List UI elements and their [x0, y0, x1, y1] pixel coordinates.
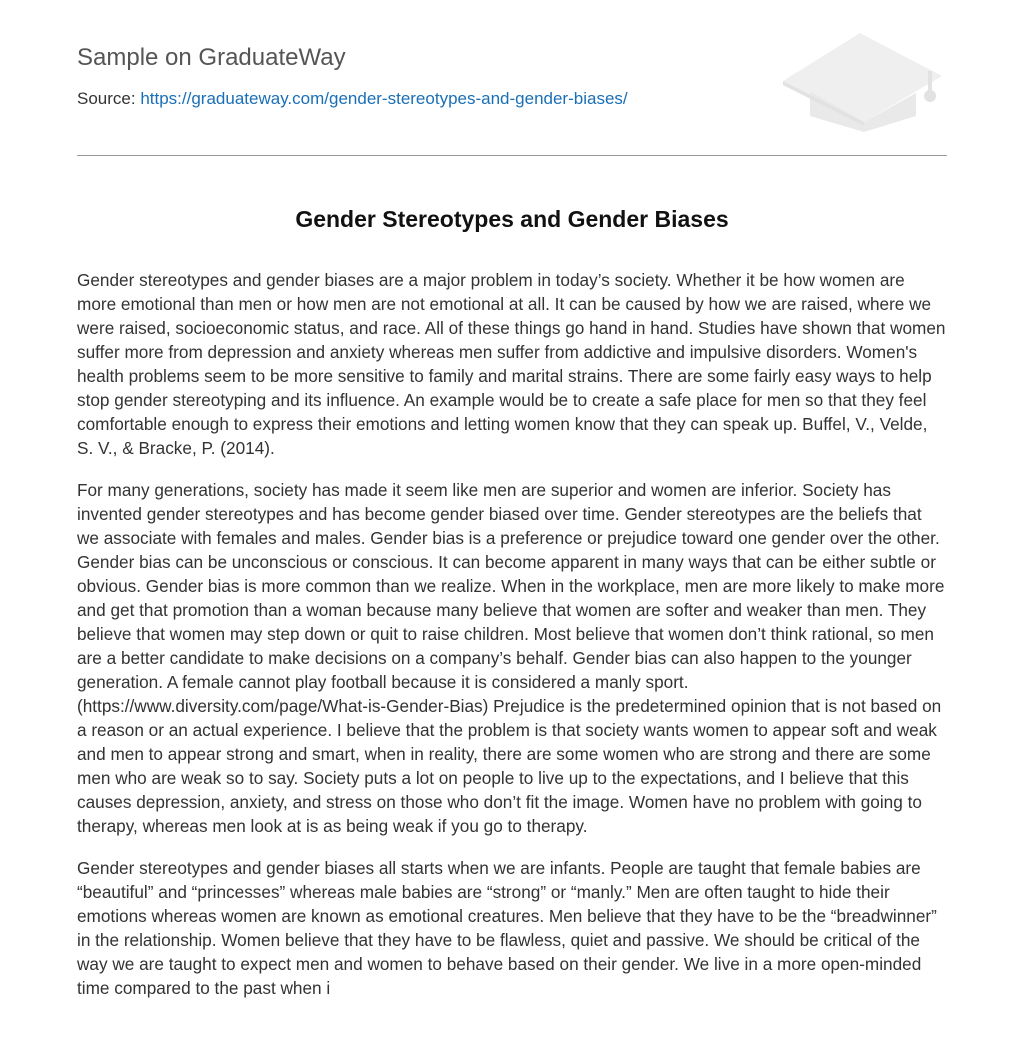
article-paragraph-2: For many generations, society has made it seem like men are superior and women are inferior. Society has invented gender stereotypes and has become gender biased over time. Gender stereotypes are the beliefs that we associate with females and males. Gender bias is a preference or prejudice toward one gender over the other. Gender bias can be unconscious or conscious. It can become apparent in many ways that can be either subtle or obvious. Gender bias is more common than we realize. When in the workplace, men are more likely to make more and get that promotion than a woman because many believe that women are softer and weaker than men. They believe that women may step down or quit to raise children. Most believe that women don’t think rational, so men are a better candidate to make decisions on a company’s behalf. Gender bias can also happen to the younger generation. A female cannot play football because it is considered a manly sport. (https://www.diversity.com/page/What-is-Gender-Bias) Prejudice is the predetermined opinion that is not based on a reason or an actual experience. I believe that the problem is that society wants women to appear soft and weak and men to appear strong and smart, when in reality, there are some women who are strong and there are some men who are weak so to say. Society puts a lot on people to live up to the expectations, and I believe that this causes depression, anxiety, and stress on those who don’t fit the image. Women have no problem with going to therapy, whereas men look at is as being weak if you go to therapy.	[77, 480, 945, 836]
page-header	[77, 0, 947, 156]
source-label: Source:	[77, 89, 136, 108]
article-body	[77, 268, 947, 1008]
article-paragraph-3: Gender stereotypes and gender biases all starts when we are infants. People are taught that female babies are “beautiful” and “princesses” whereas male babies are “strong” or “manly.” Men are often taught to hide their emotions whereas women are known as emotional creatures. Men believe that they have to be the “breadwinner” in the relationship. Women believe that they have to be flawless, quiet and passive. We should be critical of the way we are taught to expect men and women to behave based on their gender. We live in a more open-minded time compared to the past when i	[77, 858, 937, 998]
source-link[interactable]: https://graduateway.com/gender-stereotypes-and-gender-biases/	[140, 89, 628, 108]
source-line	[77, 89, 628, 109]
graduation-cap-icon	[780, 30, 946, 134]
header-divider	[77, 155, 947, 156]
site-name: Sample on GraduateWay	[77, 44, 346, 71]
article-paragraph-1: Gender stereotypes and gender biases are a major problem in today’s society. Whether it be how women are more emotional than men or how men are not emotional at all. It can be caused by how we are raised, where we were raised, socioeconomic status, and race. All of these things go hand in hand. Studies have shown that women suffer more from depression and anxiety whereas men suffer from addictive and impulsive disorders. Women's health problems seem to be more sensitive to family and marital strains. There are some fairly easy ways to help stop gender stereotyping and its influence. An example would be to create a safe place for men so that they feel comfortable enough to express their emotions and letting women know that they can speak up. Buffel, V., Velde, S. V., & Bracke, P. (2014).	[77, 270, 946, 458]
article-title: Gender Stereotypes and Gender Biases	[295, 206, 729, 232]
